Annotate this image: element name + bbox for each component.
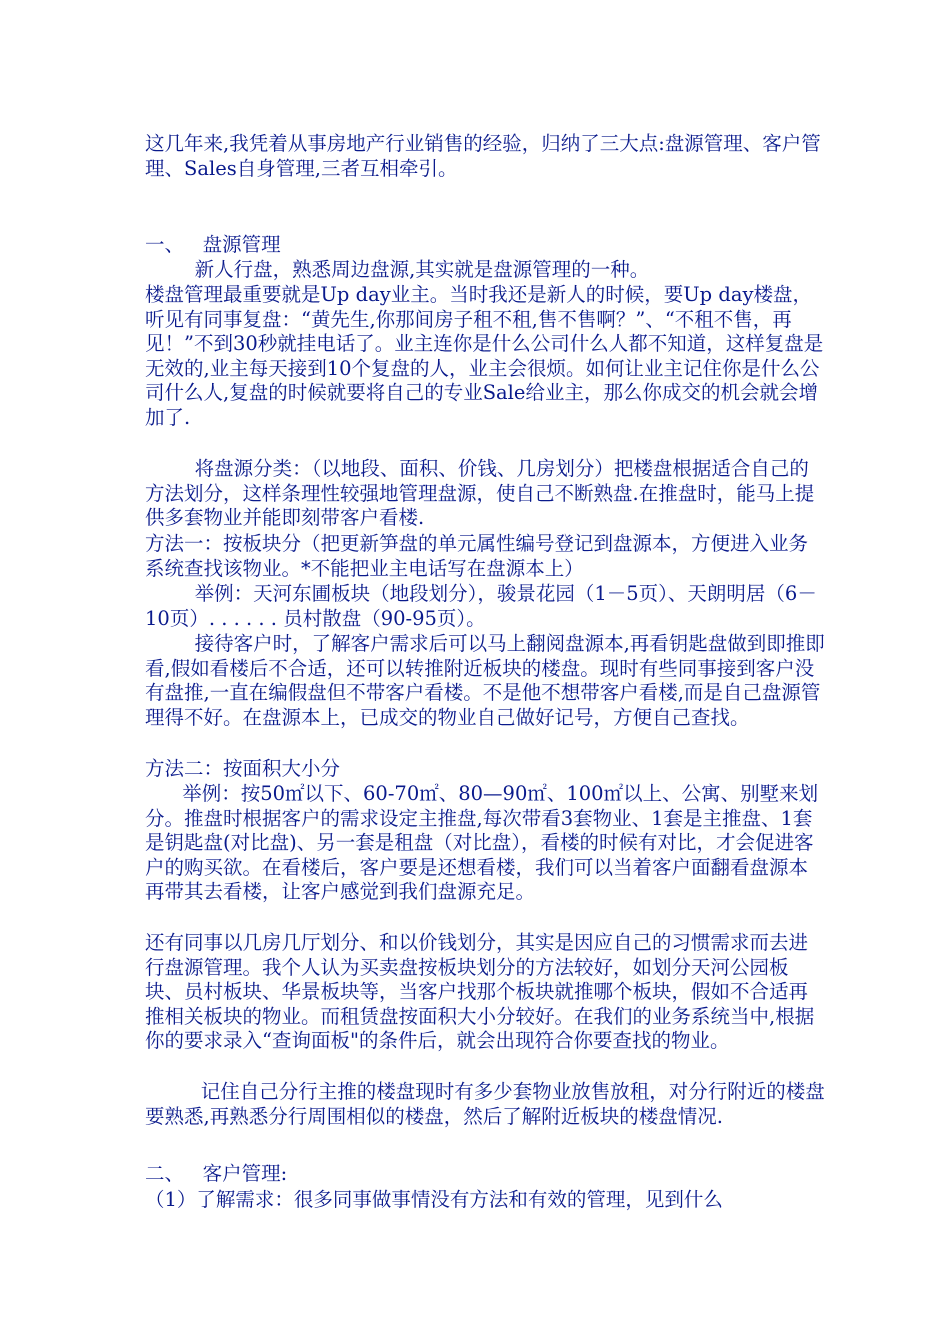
section1-paragraph-4: 接待客户时，了解客户需求后可以马上翻阅盘源本,再看钥匙盘做到即推即看,假如看楼后不合适，还可以转推附近板块的楼盘。现时有些同事接到客户没有盘推,一直在编假盘但不带客户看楼。不是他不想带客户看楼,而是自己盘源管理得不好。在盘源本上，已成交的物业自己做好记号，方便自己查找。 — [145, 632, 825, 729]
example1-paragraph: 举例：天河东圃板块（地段划分），骏景花园（1－5页）、天朗明居（6－10页）. . . . . . 员村散盘（90-95页）。 — [145, 582, 817, 630]
section1-paragraph-5: 还有同事以几房几厅划分、和以价钱划分，其实是因应自己的习惯需求而去进行盘源管理。我个人认为买卖盘按板块划分的方法较好，如划分天河公园板块、员村板块、华景板块等，当客户找那个板块就推哪个板块，假如不合适再推相关板块的物业。而租赁盘按面积大小分较好。在我们的业务系统当中,根据你的要求录入“查询面板"的条件后，就会出现符合你要查找的物业。 — [145, 931, 815, 1053]
intro-paragraph: 这几年来,我凭着从事房地产行业销售的经验，归纳了三大点:盘源管理、客户管理、Sales自身管理,三者互相牵引。 — [145, 132, 821, 180]
section1-heading: 一、 盘源管理 — [145, 233, 281, 256]
section1-paragraph-2: 楼盘管理最重要就是Up day业主。当时我还是新人的时候，要Up day楼盘，听见有同事复盘：“黄先生,你那间房子租不租,售不售啊？”、“不租不售，再见！”不到30秒就挂电话了。业主连你是什么公司什么人都不知道，这样复盘是无效的,业主每天接到10个复盘的人，业主会很烦。如何让业主记住你是什么公司什么人,复盘的时候就要将自己的专业Sale给业主，那么你成交的机会就会增加了. — [145, 283, 824, 429]
method1-paragraph: 方法一：按板块分（把更新笋盘的单元属性编号登记到盘源本，方便进入业务系统查找该物业。*不能把业主电话写在盘源本上） — [145, 532, 809, 580]
example2-paragraph: 举例：按50㎡以下、60-70㎡、80—90㎡、100㎡以上、公寓、别墅来划分。推盘时根据客户的需求设定主推盘,每次带看3套物业、1套是主推盘、1套是钥匙盘(对比盘)、另一套是租盘（对比盘），看楼的时候有对比，才会促进客户的购买欲。在看楼后，客户要是还想看楼，我们可以当着客户面翻看盘源本再带其去看楼，让客户感觉到我们盘源充足。 — [145, 782, 819, 904]
section1-paragraph-1: 新人行盘，熟悉周边盘源,其实就是盘源管理的一种。 — [145, 258, 650, 281]
section1-paragraph-6: 记住自己分行主推的楼盘现时有多少套物业放售放租，对分行附近的楼盘要熟悉,再熟悉分行周围相似的楼盘，然后了解附近板块的楼盘情况. — [145, 1080, 825, 1128]
section1-paragraph-3: 将盘源分类：（以地段、面积、价钱、几房划分）把楼盘根据适合自己的方法划分，这样条理性较强地管理盘源，使自己不断熟盘.在推盘时，能马上提供多套物业并能即刻带客户看楼. — [145, 457, 815, 530]
method2-paragraph: 方法二：按面积大小分 — [145, 757, 341, 780]
section2-heading: 二、 客户管理: — [145, 1162, 288, 1185]
section2-item-1: （1）了解需求：很多同事做事情没有方法和有效的管理，见到什么 — [145, 1188, 723, 1211]
